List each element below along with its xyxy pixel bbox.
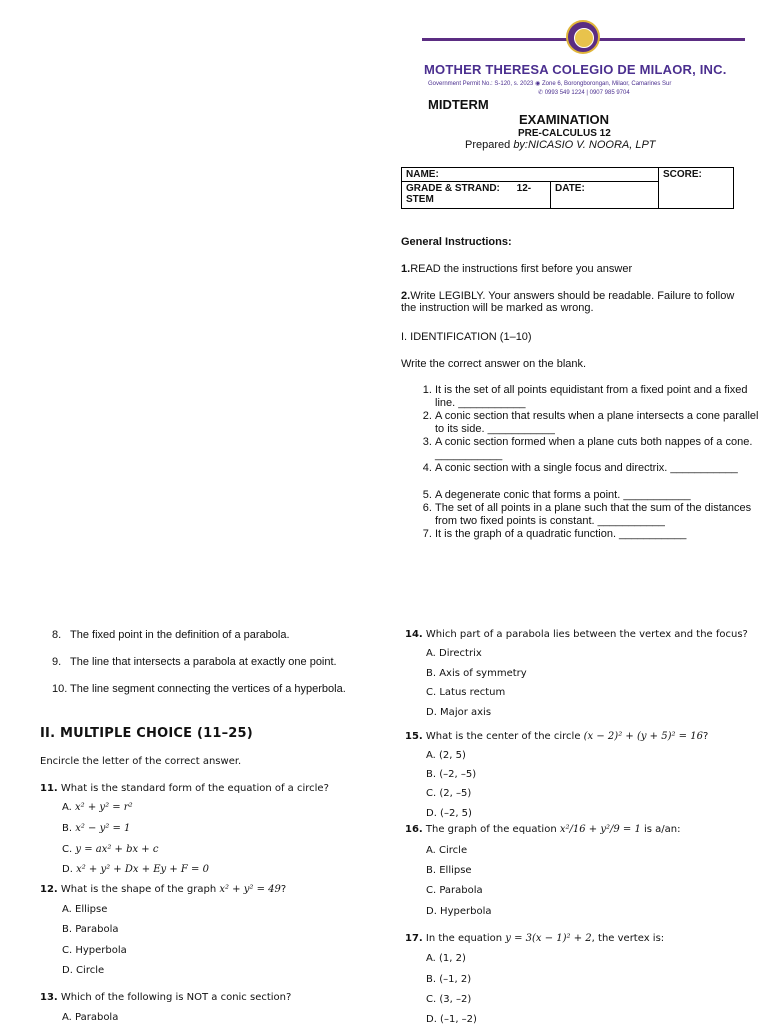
multiple-choice-direction: Encircle the letter of the correct answer. — [40, 756, 242, 767]
school-seal-logo — [566, 20, 600, 54]
option[interactable]: D. Major axis — [426, 707, 492, 718]
list-item: 3. A conic section formed when a plane cuts both nappes of a cone. ___________ — [435, 436, 768, 462]
instruction-2: 2.Write LEGIBLY. Your answers should be readable. Failure to follow the instruction will be marked as wrong. — [401, 290, 735, 314]
location-pin-icon: ◉ — [535, 81, 541, 87]
option[interactable]: C. (2, –5) — [426, 788, 472, 799]
identification-heading: I. IDENTIFICATION (1–10) — [401, 331, 532, 343]
option[interactable]: A. Circle — [426, 845, 468, 856]
question-14: 14. Which part of a parabola lies between the vertex and the focus? — [405, 629, 748, 640]
contact-text: 0993 549 1224 | 0907 985 9704 — [544, 90, 630, 96]
list-item: 4. A conic section with a single focus and directrix. ___________ — [435, 462, 768, 475]
phone-icon: ✆ — [538, 90, 544, 96]
option[interactable]: C. Hyperbola — [62, 945, 127, 956]
option[interactable]: B. Axis of symmetry — [426, 668, 527, 679]
exam-title-line2: EXAMINATION — [519, 112, 610, 127]
option[interactable]: C. Latus rectum — [426, 687, 506, 698]
name-cell[interactable]: NAME: — [402, 168, 659, 182]
option[interactable]: A. Directrix — [426, 648, 482, 659]
option[interactable]: D. (–1, –2) — [426, 1014, 477, 1025]
option[interactable]: A. Ellipse — [62, 904, 108, 915]
option[interactable]: A. (2, 5) — [426, 750, 466, 761]
option[interactable]: B. x² − y² = 1 — [62, 823, 131, 834]
option[interactable]: D. (–2, 5) — [426, 808, 472, 819]
question-17: 17. In the equation y = 3(x − 1)² + 2, the vertex is: — [405, 933, 665, 944]
option[interactable]: A. Parabola — [62, 1012, 119, 1023]
list-item: 6. The set of all points in a plane such that the sum of the distances from two fixed points is constant. ___________ — [435, 502, 768, 528]
prepared-prefix: Prepared — [465, 139, 514, 151]
score-cell[interactable]: SCORE: — [659, 168, 734, 209]
grade-strand-cell[interactable]: GRADE & STRAND: 12- STEM — [402, 182, 551, 209]
instruction-1: 1.READ the instructions first before you answer — [401, 263, 633, 275]
option[interactable]: D. x² + y² + Dx + Ey + F = 0 — [62, 864, 209, 875]
date-cell[interactable]: DATE: — [551, 182, 659, 209]
question-15: 15. What is the center of the circle (x − 2)² + (y + 5)² = 16? — [405, 731, 709, 742]
option[interactable]: C. Parabola — [426, 885, 483, 896]
list-item: 7. It is the graph of a quadratic function. ___________ — [435, 528, 768, 541]
address-text: Zone 6, Borongborongan, Milaor, Camarines Sur — [541, 81, 672, 87]
option[interactable]: B. Ellipse — [426, 865, 472, 876]
contact-line — [538, 89, 630, 96]
prepared-by — [465, 139, 656, 151]
permit-address — [428, 80, 671, 87]
option[interactable]: C. (3, –2) — [426, 994, 472, 1005]
school-name: MOTHER THERESA COLEGIO DE MILAOR, INC. — [424, 62, 727, 77]
list-item: 8. The fixed point in the definition of a parabola. — [52, 629, 290, 641]
multiple-choice-heading: II. MULTIPLE CHOICE (11–25) — [40, 726, 253, 741]
question-13: 13. Which of the following is NOT a conic section? — [40, 992, 292, 1003]
list-item: 9. The line that intersects a parabola at exactly one point. — [52, 656, 337, 668]
option[interactable]: C. y = ax² + bx + c — [62, 844, 159, 855]
instructions-heading: General Instructions: — [401, 236, 512, 248]
question-16: 16. The graph of the equation x²/16 + y²/9 = 1 is a/an: — [405, 824, 681, 835]
exam-title-line1: MIDTERM — [428, 97, 489, 112]
option[interactable]: B. (–2, –5) — [426, 769, 477, 780]
option[interactable]: D. Hyperbola — [426, 906, 492, 917]
option[interactable]: B. (–1, 2) — [426, 974, 472, 985]
question-11: 11. What is the standard form of the equation of a circle? — [40, 783, 329, 794]
subject-title: PRE-CALCULUS 12 — [518, 128, 611, 139]
identification-direction: Write the correct answer on the blank. — [401, 358, 587, 370]
list-item: 2. A conic section that results when a plane intersects a cone parallel to its side. ___________ — [435, 410, 768, 436]
list-item: 5. A degenerate conic that forms a point. ___________ — [435, 489, 768, 502]
option[interactable]: A. x² + y² = r² — [62, 802, 133, 813]
permit-text: Government Permit No.: S-120, s. 2023 — [428, 81, 534, 87]
option[interactable]: A. (1, 2) — [426, 953, 466, 964]
list-item: 1. It is the set of all points equidistant from a fixed point and a fixed line. ___________ — [435, 384, 768, 410]
question-12: 12. What is the shape of the graph x² + y² = 49? — [40, 884, 287, 895]
option[interactable]: B. Parabola — [62, 924, 119, 935]
option[interactable]: D. Circle — [62, 965, 105, 976]
list-item: 10. The line segment connecting the vertices of a hyperbola. — [52, 683, 346, 695]
student-info-table — [401, 167, 734, 209]
prepared-name: by:NICASIO V. NOORA, LPT — [513, 139, 656, 151]
identification-list — [401, 384, 768, 541]
